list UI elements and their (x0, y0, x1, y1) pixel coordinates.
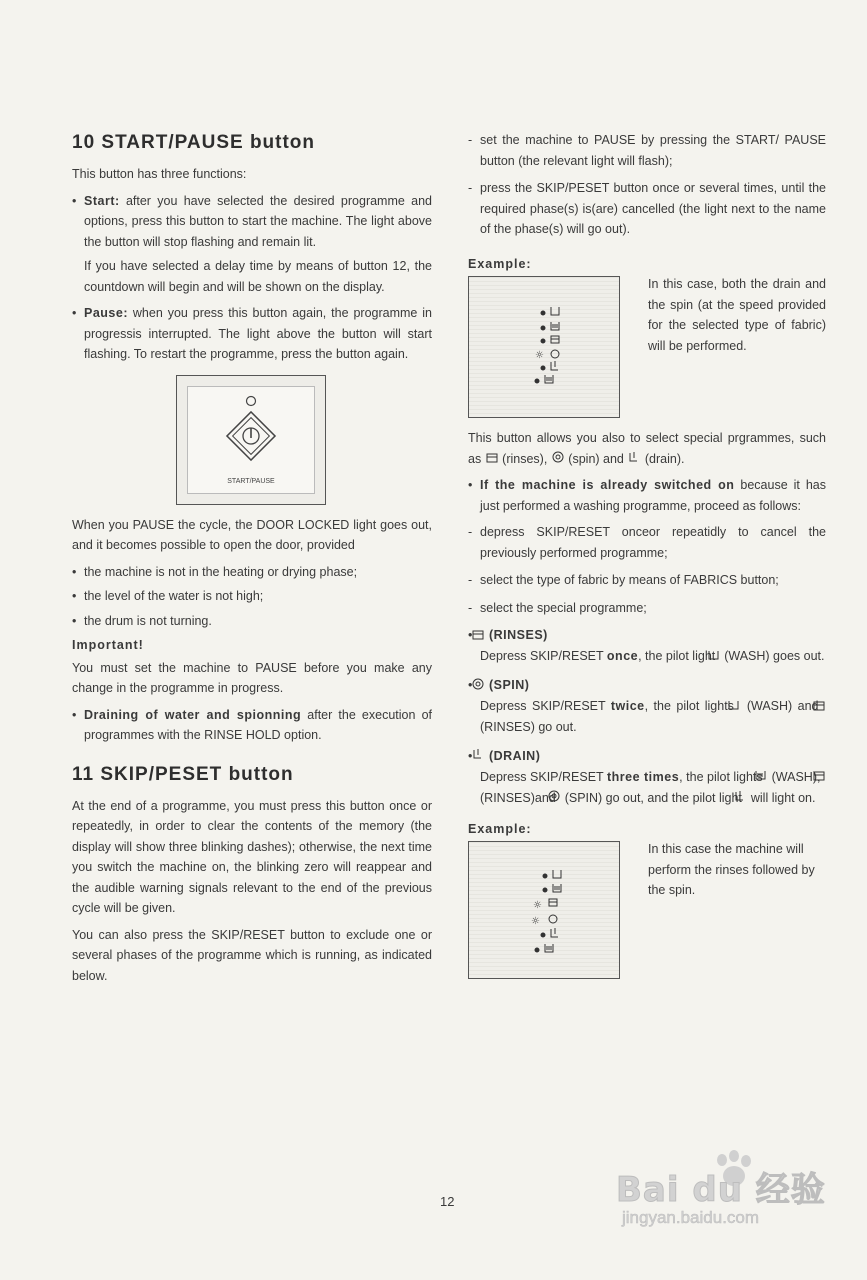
dash-item-5: - select the special programme; (468, 600, 647, 615)
dash-item-3: - depress SKIP/RESET onceor repeatidly to cancel the previously performed programme; (468, 525, 826, 560)
condition-1: • the machine is not in the heating or drying phase; (72, 564, 358, 579)
example-1-text: In this case, both the drain and the spin (at the speed provided for the selected type of fabric) will be performed. (648, 277, 826, 353)
already-on-text: because it has just performed a washing programme, proceed as follows: (480, 478, 826, 513)
page-number: 12 (440, 1194, 455, 1209)
example-heading-2: Example: (468, 821, 532, 836)
special-programmes-text: This button allows you also to select special prgrammes, such as (rinses), (spin) and (drain). (468, 428, 826, 469)
right-column (468, 130, 826, 989)
rinses-icon (483, 626, 485, 647)
already-on-label: If the machine is already switched on (480, 478, 735, 493)
drain-icon (483, 746, 485, 767)
example-2 (468, 841, 826, 979)
start-pause-button-icon (188, 387, 314, 493)
start-text: after you have selected the desired programme and options, press this button to start the machine. The light above the button will stop flashing and remain lit. (84, 193, 432, 249)
rinses-icon (485, 449, 499, 470)
draining-bullet: • Draining of water and spionning after the execution of programmes with the RINSE HOLD option. (72, 707, 432, 742)
intro-text: This button has three functions: (72, 167, 247, 181)
rinses-icon (824, 767, 826, 788)
draining-text: after the execution of programmes with the RINSE HOLD option. (84, 707, 432, 742)
wash-icon (739, 697, 741, 718)
watermark-url: jingyan.baidu.com (622, 1208, 760, 1227)
important-text: You must set the machine to PAUSE before you make any change in the programme in progress. (72, 660, 432, 695)
example-1-panel (468, 276, 620, 418)
baidu-watermark (616, 1150, 856, 1240)
start-pause-figure-label: START/PAUSE (227, 477, 275, 485)
phase-lights-icon (469, 842, 619, 978)
dash-item-2: - press the SKIP/PESET button once or several times, until the required phase(s) is(are) cancelled (the light next to the name of the phase(s) will go out). (468, 181, 826, 236)
example-2-panel (468, 841, 620, 979)
important-heading: Important! (72, 638, 144, 652)
spin-item: • (SPIN) Depress SKIP/RESET twice, the pilot lights (WASH) and (RINSES) go out. (468, 675, 826, 737)
dash-item-4: - select the type of fabric by means of FABRICS button; (468, 573, 779, 588)
phase-lights-icon (469, 277, 619, 417)
when-pause-text: When you PAUSE the cycle, the DOOR LOCKED light goes out, and it becomes possible to open the door, provided (72, 517, 432, 552)
pause-text: when you press this button again, the programme in progressis interrupted. The light above the button will start flashing. To restart the programme, press the button again. (84, 306, 432, 361)
spin-icon (559, 788, 561, 809)
condition-2: • the level of the water is not high; (72, 589, 264, 603)
svg-text:☼: ☼ (535, 350, 544, 361)
start-pause-figure (176, 375, 326, 505)
left-column (72, 130, 432, 992)
pause-bullet: • Pause: when you press this button again, the programme in progressis interrupted. The light above the button will start flashing. To restart the programme, press the button again. (72, 306, 432, 361)
condition-3: • the drum is not turning. (72, 613, 212, 628)
already-on-bullet: • If the machine is already switched on because it has just performed a washing programme, proceed as follows: (468, 478, 826, 513)
svg-text:☼: ☼ (531, 916, 540, 928)
example-2-text: In this case the machine will perform the rinses followed by the spin. (648, 842, 815, 898)
pause-label: Pause: (84, 306, 128, 320)
drain-icon (627, 449, 641, 470)
rinses-item: • (RINSES) Depress SKIP/RESET once, the pilot light (WASH) goes out. (468, 625, 826, 667)
spin-icon (551, 449, 565, 470)
svg-text:☼: ☼ (533, 900, 542, 912)
watermark-logo: Bai du 经验 (616, 1170, 826, 1210)
example-1 (468, 276, 826, 418)
dash-item-1: - set the machine to PAUSE by pressing the START/ PAUSE button (the relevant light will flash); (468, 133, 826, 168)
wash-icon (766, 767, 768, 788)
drain-item: • (DRAIN) Depress SKIP/RESET three times, the pilot lights (WASH), (RINSES)and (SPIN) go out, and the pilot light will light on. (468, 746, 826, 809)
skip-text-2: You can also press the SKIP/RESET button to exclude one or several phases of the programme which is running, as indicated below. (72, 927, 432, 983)
spin-icon (483, 676, 485, 697)
section-title-start-pause: 10 START/PAUSE button (72, 132, 316, 153)
rinses-icon (824, 697, 826, 718)
example-heading-1: Example: (468, 256, 532, 271)
skip-text-1: At the end of a programme, you must press this button once or repeatedly, in order to clear the contents of the memory (the display will show three blinking dashes); otherwise, the next time you switch the machine on, the blinking zero will reappear and the audible warning signals relevant to the end of the previous cycle will be given. (72, 798, 432, 915)
start-label: Start: (84, 193, 120, 208)
draining-label: Draining of water and spionning (84, 707, 302, 722)
drain-icon (745, 788, 747, 809)
section-title-skip-reset: 11 SKIP/PESET button (72, 763, 294, 785)
start-bullet: • Start: after you have selected the desired programme and options, press this button to start the machine. The light above the button will stop flashing and remain lit. (72, 193, 432, 249)
delay-text: If you have selected a delay time by means of button 12, the countdown will begin and will be shown on the display. (84, 259, 432, 294)
wash-icon (719, 647, 721, 668)
